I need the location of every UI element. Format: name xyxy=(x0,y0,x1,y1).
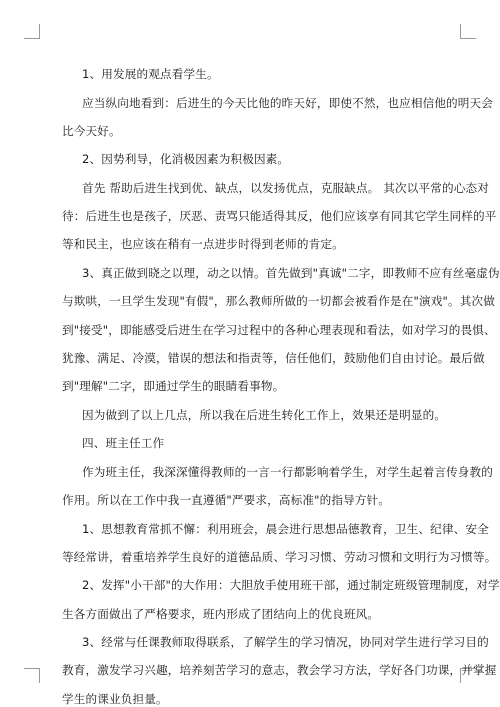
crop-mark-top-right-v xyxy=(460,24,461,39)
text-line: 学生的课业负担量。 xyxy=(62,692,168,706)
text-line: 与欺哄，一旦学生发现"有假"，那么教师所做的一切都会被看作是在"演戏"。其次做 xyxy=(62,294,495,308)
text-line: 1、用发展的观点看学生。 xyxy=(82,67,219,81)
text-line: 等和民主，也应该在稍有一点进步时得到老师的肯定。 xyxy=(62,237,344,251)
text-line: 到"理解"二字，即通过学生的眼睛看事物。 xyxy=(62,379,285,393)
text-line: 生各方面做出了严格要求，班内形成了团结向上的优良班风。 xyxy=(62,607,380,621)
text-line: 3、经常与任课教师取得联系，了解学生的学习情况，协同对学生进行学习目的 xyxy=(82,635,489,649)
text-line: 到"接受"，即能感受后进生在学习过程中的各种心理表现和看法，如对学习的畏惧、 xyxy=(62,323,496,337)
text-line: 因为做到了以上几点，所以我在后进生转化工作上，效果还是明显的。 xyxy=(82,408,447,422)
text-line: 等经常讲，着重培养学生良好的道德品质、学习习惯、劳动习惯和文明行为习惯等。 xyxy=(62,550,497,564)
text-line: 作为班主任，我深深懂得教师的一言一行都影响着学生，对学生起着言传身教的 xyxy=(82,465,494,479)
text-line: 教育，激发学习兴趣，培养刻苦学习的意志，教会学习方法，学好各门功课，并掌握 xyxy=(62,663,497,677)
text-line: 2、因势利导，化消极因素为积极因素。 xyxy=(82,152,290,166)
crop-mark-top-right-h xyxy=(460,38,476,39)
text-line: 2、发挥"小干部"的大作用：大胆放手使用班干部，通过制定班级管理制度，对学 xyxy=(82,578,500,592)
text-line: 待：后进生也是孩子，厌恶、责骂只能适得其反，他们应该享有同其它学生同样的平 xyxy=(62,209,497,223)
text-line: 犹豫、满足、冷漠，错误的想法和指责等，信任他们，鼓励他们自由讨论。最后做 xyxy=(62,351,485,365)
crop-mark-top-left-v xyxy=(39,24,40,39)
text-line: 首先 帮助后进生找到优、缺点，以发扬优点，克服缺点。 其次以平常的心态对 xyxy=(82,181,489,195)
text-line: 比今天好。 xyxy=(62,124,121,138)
text-line: 1、思想教育常抓不懈：利用班会，晨会进行思想品德教育，卫生、纪律、安全 xyxy=(82,522,489,536)
section-heading: 四、班主任工作 xyxy=(82,436,165,450)
crop-mark-bottom-left-v xyxy=(39,668,40,683)
crop-mark-top-left-h xyxy=(24,38,40,39)
text-line: 应当纵向地看到：后进生的今天比他的昨天好，即使不然，也应相信他的明天会 xyxy=(82,96,494,110)
crop-mark-bottom-left-h xyxy=(24,668,40,669)
text-line: 作用。所以在工作中我一直遵循"严要求，高标准"的指导方针。 xyxy=(62,493,391,507)
text-line: 3、真正做到晓之以理，动之以情。首先做到"真诚"二字，即教师不应有丝毫虚伪 xyxy=(82,266,500,280)
